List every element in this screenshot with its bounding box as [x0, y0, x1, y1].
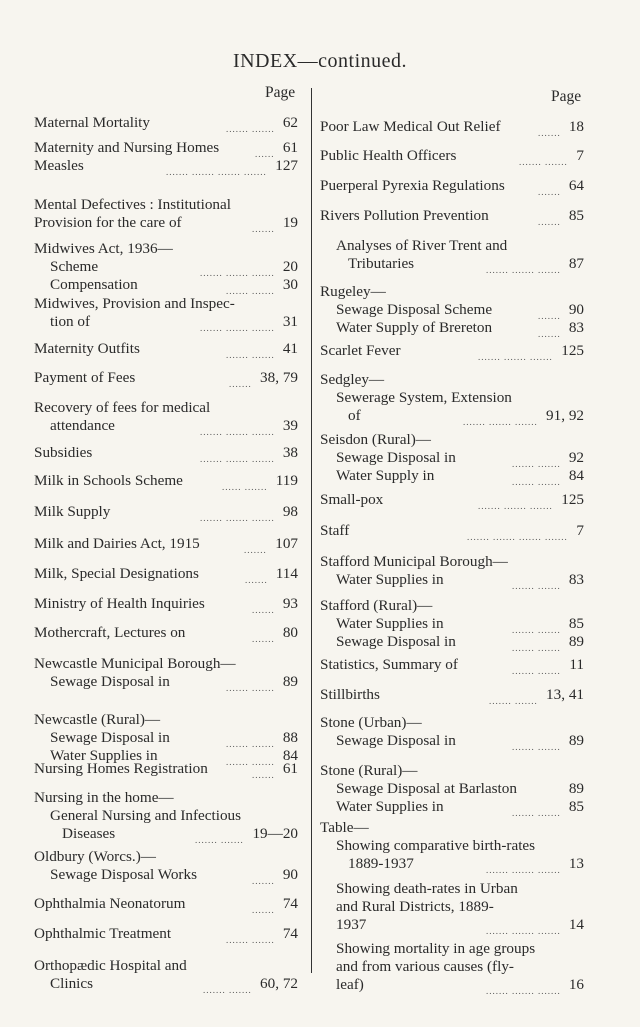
dot-leader: ....... ....... .......	[478, 501, 553, 511]
dot-leader: .......	[252, 224, 275, 234]
entry-text: 1937	[336, 916, 367, 933]
index-line	[320, 467, 584, 485]
index-line	[34, 925, 298, 943]
entry-text: Nursing Homes Registration	[34, 760, 208, 777]
page-number: 60, 72	[260, 975, 298, 992]
page-number: 13, 41	[546, 686, 584, 703]
index-entry	[320, 371, 584, 425]
index-line	[320, 431, 584, 449]
page-number: 119	[275, 472, 298, 489]
entry-text: Water Supplies in	[336, 615, 444, 632]
index-entry	[320, 342, 584, 360]
index-entry	[34, 369, 298, 387]
entry-text: Public Health Officers	[320, 147, 457, 164]
index-entry	[34, 760, 298, 778]
index-line	[320, 283, 584, 301]
index-entry	[34, 655, 298, 691]
entry-text: Recovery of fees for medical	[34, 399, 211, 416]
index-line	[320, 177, 584, 195]
index-line	[320, 819, 584, 837]
index-line	[320, 147, 584, 165]
dot-leader: ....... ....... .......	[200, 454, 275, 464]
index-line	[34, 729, 298, 747]
entry-text: Payment of Fees	[34, 369, 136, 386]
dot-leader: ....... .......	[512, 666, 561, 676]
entry-text: General Nursing and Infectious	[50, 807, 242, 824]
index-entry	[34, 848, 298, 884]
page-number: 90	[282, 866, 298, 883]
index-entry	[320, 686, 584, 704]
index-entry	[320, 940, 584, 994]
index-entry	[34, 711, 298, 765]
index-entry	[34, 240, 298, 294]
entry-text: Maternal Mortality	[34, 114, 150, 131]
entry-text: Ophthalmia Neonatorum	[34, 895, 186, 912]
page-number: 85	[568, 615, 584, 632]
dot-leader: ....... ....... .......	[463, 417, 538, 427]
entry-text: Showing death-rates in Urban	[336, 880, 518, 897]
page-number: 89	[568, 732, 584, 749]
dot-leader: ....... .......	[512, 808, 561, 818]
index-line	[320, 491, 584, 509]
index-line	[34, 157, 298, 175]
page-number: 84	[282, 747, 298, 764]
index-line	[34, 196, 298, 214]
index-line	[320, 976, 584, 994]
page-number: 83	[568, 319, 584, 336]
index-line	[320, 571, 584, 589]
page-number: 107	[275, 535, 298, 552]
index-line	[320, 207, 584, 225]
index-entry	[34, 340, 298, 358]
index-line	[320, 597, 584, 615]
index-line	[34, 848, 298, 866]
dot-leader: ....... .......	[512, 477, 561, 487]
index-line	[320, 958, 584, 976]
index-line	[320, 371, 584, 389]
entry-text: Orthopædic Hospital and	[34, 957, 187, 974]
dot-leader: ....... ....... .......	[478, 352, 553, 362]
index-entry	[34, 565, 298, 583]
index-line	[320, 686, 584, 704]
index-entry	[34, 139, 298, 175]
dot-leader: ....... .......	[512, 643, 561, 653]
dot-leader: .......	[538, 329, 561, 339]
entry-text: Diseases	[62, 825, 116, 842]
dot-leader: ....... ....... ....... .......	[166, 167, 267, 177]
entry-text: Mental Defectives : Institutional	[34, 196, 231, 213]
entry-text: Small-pox	[320, 491, 384, 508]
dot-leader: .......	[252, 605, 275, 615]
entry-text: Milk in Schools Scheme	[34, 472, 183, 489]
index-line	[320, 714, 584, 732]
index-line	[320, 301, 584, 319]
entry-text: Stafford Municipal Borough—	[320, 553, 508, 570]
dot-leader: ....... ....... .......	[486, 265, 561, 275]
entry-text: Stafford (Rural)—	[320, 597, 433, 614]
entry-text: Water Supply in	[336, 467, 435, 484]
index-entry	[34, 196, 298, 232]
entry-text: Ophthalmic Treatment	[34, 925, 172, 942]
page-number: 19—20	[252, 825, 298, 842]
index-entry	[320, 522, 584, 540]
index-entry	[34, 925, 298, 943]
entry-text: Water Supplies in	[336, 571, 444, 588]
page-number: 61	[282, 139, 298, 156]
entry-text: Sewage Disposal in	[50, 729, 170, 746]
index-line	[34, 807, 298, 825]
index-line	[34, 399, 298, 417]
entry-text: and from various causes (fly-	[336, 958, 514, 975]
page-number: 64	[568, 177, 584, 194]
column-divider	[311, 88, 312, 973]
index-line	[320, 855, 584, 873]
entry-text: Staff	[320, 522, 350, 539]
entry-text: Mothercraft, Lectures on	[34, 624, 186, 641]
entry-text: Showing comparative birth-rates	[336, 837, 536, 854]
index-line	[34, 417, 298, 435]
dot-leader: ....... .......	[195, 835, 244, 845]
index-line	[34, 789, 298, 807]
index-line	[320, 319, 584, 337]
entry-text: Statistics, Summary of	[320, 656, 458, 673]
index-line	[320, 916, 584, 934]
page-number: 62	[282, 114, 298, 131]
index-line	[320, 407, 584, 425]
page-column-label-left: Page	[265, 84, 296, 101]
entry-text: Sewage Disposal in	[336, 732, 456, 749]
entry-text: Milk, Special Designations	[34, 565, 199, 582]
index-line	[320, 880, 584, 898]
index-entry	[320, 553, 584, 589]
index-line	[34, 258, 298, 276]
entry-text: Milk Supply	[34, 503, 111, 520]
dot-leader: .......	[252, 770, 275, 780]
entry-text: attendance	[50, 417, 115, 434]
index-line	[320, 449, 584, 467]
index-entry	[34, 114, 298, 132]
index-line	[34, 340, 298, 358]
index-line	[34, 624, 298, 642]
entry-text: leaf)	[336, 976, 364, 993]
index-entry	[34, 444, 298, 462]
index-entry	[320, 491, 584, 509]
page-number: 38	[282, 444, 298, 461]
index-line	[320, 732, 584, 750]
page-number: 84	[568, 467, 584, 484]
index-entry	[320, 819, 584, 873]
dot-leader: ....... .......	[519, 157, 568, 167]
page-number: 39	[282, 417, 298, 434]
entry-text: Ministry of Health Inquiries	[34, 595, 205, 612]
page-number: 74	[282, 895, 298, 912]
index-entry	[320, 714, 584, 750]
index-line	[320, 615, 584, 633]
index-line	[34, 276, 298, 294]
index-entry	[320, 762, 584, 816]
dot-leader: .......	[244, 545, 267, 555]
index-line	[34, 535, 298, 553]
entry-text: Water Supplies in	[50, 747, 158, 764]
page-number: 14	[568, 916, 584, 933]
entry-text: Water Supply of Brereton	[336, 319, 493, 336]
index-entry	[320, 177, 584, 195]
index-line	[34, 139, 298, 157]
dot-leader: .......	[252, 876, 275, 886]
index-line	[320, 762, 584, 780]
page-number: 41	[282, 340, 298, 357]
entry-text: Sewage Disposal Scheme	[336, 301, 493, 318]
dot-leader: ....... .......	[226, 286, 275, 296]
entry-text: of	[348, 407, 361, 424]
page-number: 89	[568, 633, 584, 650]
dot-leader: ....... ....... ....... .......	[467, 532, 568, 542]
index-line	[320, 798, 584, 816]
entry-text: Analyses of River Trent and	[336, 237, 508, 254]
index-line	[34, 595, 298, 613]
entry-text: Midwives Act, 1936—	[34, 240, 173, 257]
dot-leader: .......	[252, 905, 275, 915]
entry-text: 1889-1937	[348, 855, 414, 872]
index-line	[34, 565, 298, 583]
index-line	[320, 553, 584, 571]
entry-text: tion of	[50, 313, 91, 330]
index-entry	[34, 789, 298, 843]
index-entry	[34, 472, 298, 490]
dot-leader: ......	[255, 149, 275, 159]
index-line	[320, 656, 584, 674]
page-number: 85	[568, 798, 584, 815]
index-entry	[34, 624, 298, 642]
page-number: 89	[568, 780, 584, 797]
entry-text: Sedgley—	[320, 371, 385, 388]
dot-leader: .......	[229, 379, 252, 389]
page-number: 114	[275, 565, 298, 582]
index-line	[320, 780, 584, 798]
dot-leader: ....... ....... .......	[200, 323, 275, 333]
index-line	[320, 940, 584, 958]
entry-text: Milk and Dairies Act, 1915	[34, 535, 200, 552]
index-line	[34, 214, 298, 232]
dot-leader: ....... .......	[512, 581, 561, 591]
entry-text: Scheme	[50, 258, 99, 275]
entry-text: Tributaries	[348, 255, 415, 272]
page-number: 93	[282, 595, 298, 612]
index-entry	[34, 895, 298, 913]
entry-text: Sewage Disposal Works	[50, 866, 197, 883]
page-number: 61	[282, 760, 298, 777]
page-number: 90	[568, 301, 584, 318]
entry-text: Subsidies	[34, 444, 93, 461]
index-entry	[34, 957, 298, 993]
page-number: 74	[282, 925, 298, 942]
index-line	[320, 389, 584, 407]
index-line	[320, 342, 584, 360]
page-number: 19	[282, 214, 298, 231]
entry-text: Stone (Urban)—	[320, 714, 422, 731]
index-line	[34, 295, 298, 313]
index-line	[34, 655, 298, 673]
dot-leader: ....... ....... .......	[200, 427, 275, 437]
dot-leader: ....... .......	[203, 985, 252, 995]
entry-text: Poor Law Medical Out Relief	[320, 118, 501, 135]
index-line	[34, 444, 298, 462]
dot-leader: .......	[245, 575, 268, 585]
page-number: 31	[282, 313, 298, 330]
dot-leader: ....... .......	[489, 696, 538, 706]
dot-leader: ....... .......	[226, 739, 275, 749]
entry-text: Sewage Disposal at Barlaston	[336, 780, 517, 797]
page-number: 16	[568, 976, 584, 993]
entry-text: Sewage Disposal in	[336, 633, 456, 650]
page-number: 11	[569, 656, 584, 673]
index-entry	[34, 295, 298, 331]
page-number: 88	[282, 729, 298, 746]
page-number: 89	[282, 673, 298, 690]
entry-text: Oldbury (Worcs.)—	[34, 848, 156, 865]
entry-text: Showing mortality in age groups	[336, 940, 536, 957]
index-line	[34, 673, 298, 691]
entry-text: Maternity and Nursing Homes	[34, 139, 220, 156]
entry-text: Sewage Disposal in	[50, 673, 170, 690]
page-number: 30	[282, 276, 298, 293]
page-number: 18	[568, 118, 584, 135]
page-number: 7	[576, 147, 584, 164]
entry-text: Water Supplies in	[336, 798, 444, 815]
entry-text: Scarlet Fever	[320, 342, 401, 359]
entry-text: Seisdon (Rural)—	[320, 431, 431, 448]
index-entry	[34, 399, 298, 435]
dot-leader: ....... ....... .......	[486, 926, 561, 936]
index-line	[320, 837, 584, 855]
page-number: 125	[561, 491, 584, 508]
page-number: 91, 92	[546, 407, 584, 424]
entry-text: Measles	[34, 157, 84, 174]
entry-text: Stone (Rural)—	[320, 762, 418, 779]
page-title: INDEX—continued.	[232, 50, 408, 72]
index-line	[320, 118, 584, 136]
page-number: 125	[561, 342, 584, 359]
entry-text: Clinics	[50, 975, 94, 992]
index-entry	[320, 118, 584, 136]
dot-leader: ....... .......	[226, 124, 275, 134]
index-line	[320, 898, 584, 916]
index-entry	[320, 431, 584, 485]
page-number: 92	[568, 449, 584, 466]
entry-text: Maternity Outfits	[34, 340, 140, 357]
dot-leader: ....... .......	[226, 935, 275, 945]
entry-text: Rugeley—	[320, 283, 386, 300]
entry-text: Sewerage System, Extension	[336, 389, 512, 406]
entry-text: Nursing in the home—	[34, 789, 174, 806]
index-line	[34, 711, 298, 729]
index-entry	[320, 880, 584, 934]
index-line	[320, 237, 584, 255]
entry-text: Rivers Pollution Prevention	[320, 207, 489, 224]
page-number: 127	[275, 157, 298, 174]
entry-text: Newcastle (Rural)—	[34, 711, 161, 728]
index-line	[320, 633, 584, 651]
index-line	[34, 313, 298, 331]
index-line	[34, 825, 298, 843]
index-line	[34, 760, 298, 778]
index-entry	[34, 535, 298, 553]
dot-leader: ....... .......	[226, 683, 275, 693]
page-number: 83	[568, 571, 584, 588]
index-entry	[34, 503, 298, 521]
dot-leader: ....... .......	[226, 350, 275, 360]
index-line	[34, 503, 298, 521]
dot-leader: ....... .......	[512, 625, 561, 635]
index-entry	[320, 283, 584, 337]
dot-leader: .......	[538, 128, 561, 138]
index-entry	[320, 597, 584, 651]
dot-leader: .......	[538, 311, 561, 321]
entry-text: Newcastle Municipal Borough—	[34, 655, 236, 672]
index-line	[34, 895, 298, 913]
dot-leader: .......	[538, 217, 561, 227]
dot-leader: ....... .......	[226, 757, 275, 767]
page-number: 7	[576, 522, 584, 539]
entry-text: Stillbirths	[320, 686, 380, 703]
page-number: 85	[568, 207, 584, 224]
index-line	[320, 522, 584, 540]
page-number: 20	[282, 258, 298, 275]
dot-leader: ....... .......	[512, 459, 561, 469]
dot-leader: ....... ....... .......	[200, 513, 275, 523]
index-line	[34, 472, 298, 490]
dot-leader: ....... ....... .......	[200, 268, 275, 278]
index-entry	[34, 595, 298, 613]
dot-leader: ....... .......	[512, 742, 561, 752]
page-column-label-right: Page	[551, 88, 582, 105]
entry-text: Sewage Disposal in	[336, 449, 456, 466]
page-number: 98	[282, 503, 298, 520]
index-entry	[320, 237, 584, 273]
index-line	[34, 957, 298, 975]
index-entry	[320, 147, 584, 165]
dot-leader: ...... .......	[222, 482, 268, 492]
dot-leader: .......	[252, 634, 275, 644]
entry-text: Puerperal Pyrexia Regulations	[320, 177, 505, 194]
page-number: 87	[568, 255, 584, 272]
entry-text: and Rural Districts, 1889-	[336, 898, 494, 915]
index-line	[34, 114, 298, 132]
entry-text: Provision for the care of	[34, 214, 182, 231]
dot-leader: .......	[538, 187, 561, 197]
page-number: 80	[282, 624, 298, 641]
page-number: 38, 79	[260, 369, 298, 386]
index-entry	[320, 656, 584, 674]
index-line	[34, 369, 298, 387]
index-line	[320, 255, 584, 273]
page-number: 13	[568, 855, 584, 872]
entry-text: Midwives, Provision and Inspec-	[34, 295, 235, 312]
dot-leader: ....... ....... .......	[486, 986, 561, 996]
entry-text: Table—	[320, 819, 369, 836]
index-line	[34, 866, 298, 884]
entry-text: Compensation	[50, 276, 138, 293]
index-line	[34, 240, 298, 258]
index-entry	[320, 207, 584, 225]
index-line	[34, 975, 298, 993]
dot-leader: ....... ....... .......	[486, 865, 561, 875]
